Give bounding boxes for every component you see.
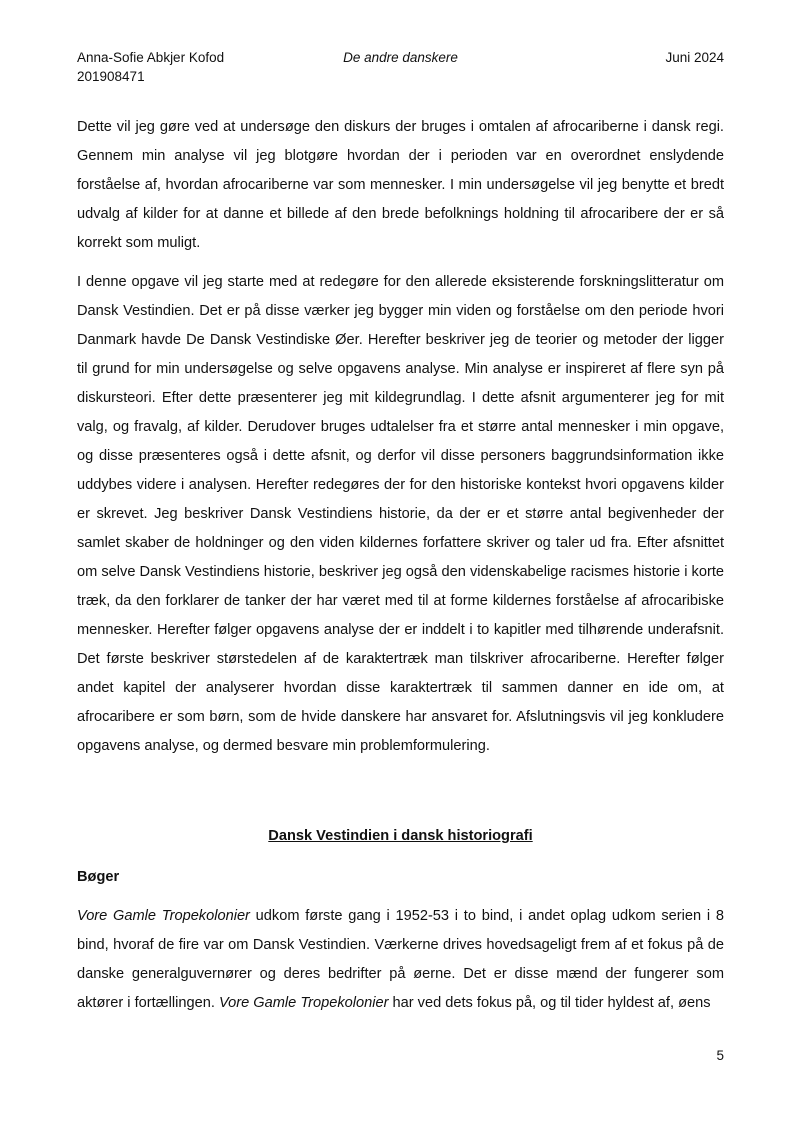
paragraph xyxy=(77,902,724,1018)
paragraph-text: har ved dets fokus på, og til tider hyldest af, øens xyxy=(388,995,711,1011)
paragraph: Dette vil jeg gøre ved at undersøge den diskurs der bruges i omtalen af afrocariberne i dansk regi. Gennem min analyse vil jeg blotgøre hvordan der i perioden var en overordnet enslydende forståelse af, hvordan afrocariberne var som mennesker. I min undersøgelse vil jeg benytte et bredt udvalg af kilder for at danne et billede af den brede befolknings holdning til afrocaribere der er så korrekt som muligt. xyxy=(77,119,724,251)
section-subheading: Bøger xyxy=(77,869,120,885)
body-text xyxy=(77,113,724,771)
header-student-id: 201908471 xyxy=(77,69,145,84)
paragraph-text: udkom første gang i 1952-53 i to bind, i andet oplag udkom serien i 8 bind, hvoraf de fire var om Dansk Vestindien. Værkerne drives hovedsageligt frem af et fokus på de danske generalguvernører og deres bedrifter på øerne. Det er disse mænd der fungerer som aktører i fortællingen. xyxy=(77,908,724,1011)
header-date: Juni 2024 xyxy=(665,50,724,65)
book-title: Vore Gamle Tropekolonier xyxy=(77,908,250,924)
header-author: Anna-Sofie Abkjer Kofod xyxy=(77,50,225,65)
header-title: De andre danskere xyxy=(343,50,458,65)
section-body xyxy=(77,902,724,1018)
book-title: Vore Gamle Tropekolonier xyxy=(218,995,389,1011)
paragraph: I denne opgave vil jeg starte med at redegøre for den allerede eksisterende forskningslitteratur om Dansk Vestindien. Det er på disse værker jeg bygger min viden og forståelse om den periode hvori Danmark havde De Dansk Vestindiske Øer. Herefter beskriver jeg de teorier og metoder der ligger til grund for min undersøgelse og selve opgavens analyse. Min analyse er inspireret af flere syn på diskursteori. Efter dette præsenterer jeg mit kildegrundlag. I dette afsnit argumenterer jeg for mit valg, og fravalg, af kilder. Derudover bruges udtalelser fra et større antal mennesker i min opgave, og disse præsenteres også i dette afsnit, og derfor vil disse personers baggrundsinformation ikke uddybes videre i analysen. Herefter redegøres der for den historiske kontekst hvori opgavens kilder er skrevet. Jeg beskriver Dansk Vestindiens historie, da der er et større antal begivenheder der samlet skaber de holdninger og den viden kildernes forfattere skriver og taler ud fra. Efter afsnittet om selve Dansk Vestindiens historie, beskriver jeg også den videnskabelige racismes historie i korte træk, da den forklarer de tanker der har været med til at forme kildernes forståelse af afrocaribiske mennesker. Herefter følger opgavens analyse der er inddelt i to kapitler med tilhørende underafsnit. Det første beskriver størstedelen af de karaktertræk man tilskriver afrocariberne. Herefter følger andet kapitel der analyserer hvordan disse karaktertræk til sammen danner en ide om, at afrocaribere er som børn, som de hvide danskere har ansvaret for. Afslutningsvis vil jeg konkludere opgavens analyse, og dermed besvare min problemformulering. xyxy=(77,274,724,754)
page-number: 5 xyxy=(716,1048,724,1063)
section-heading: Dansk Vestindien i dansk historiografi xyxy=(268,828,533,844)
